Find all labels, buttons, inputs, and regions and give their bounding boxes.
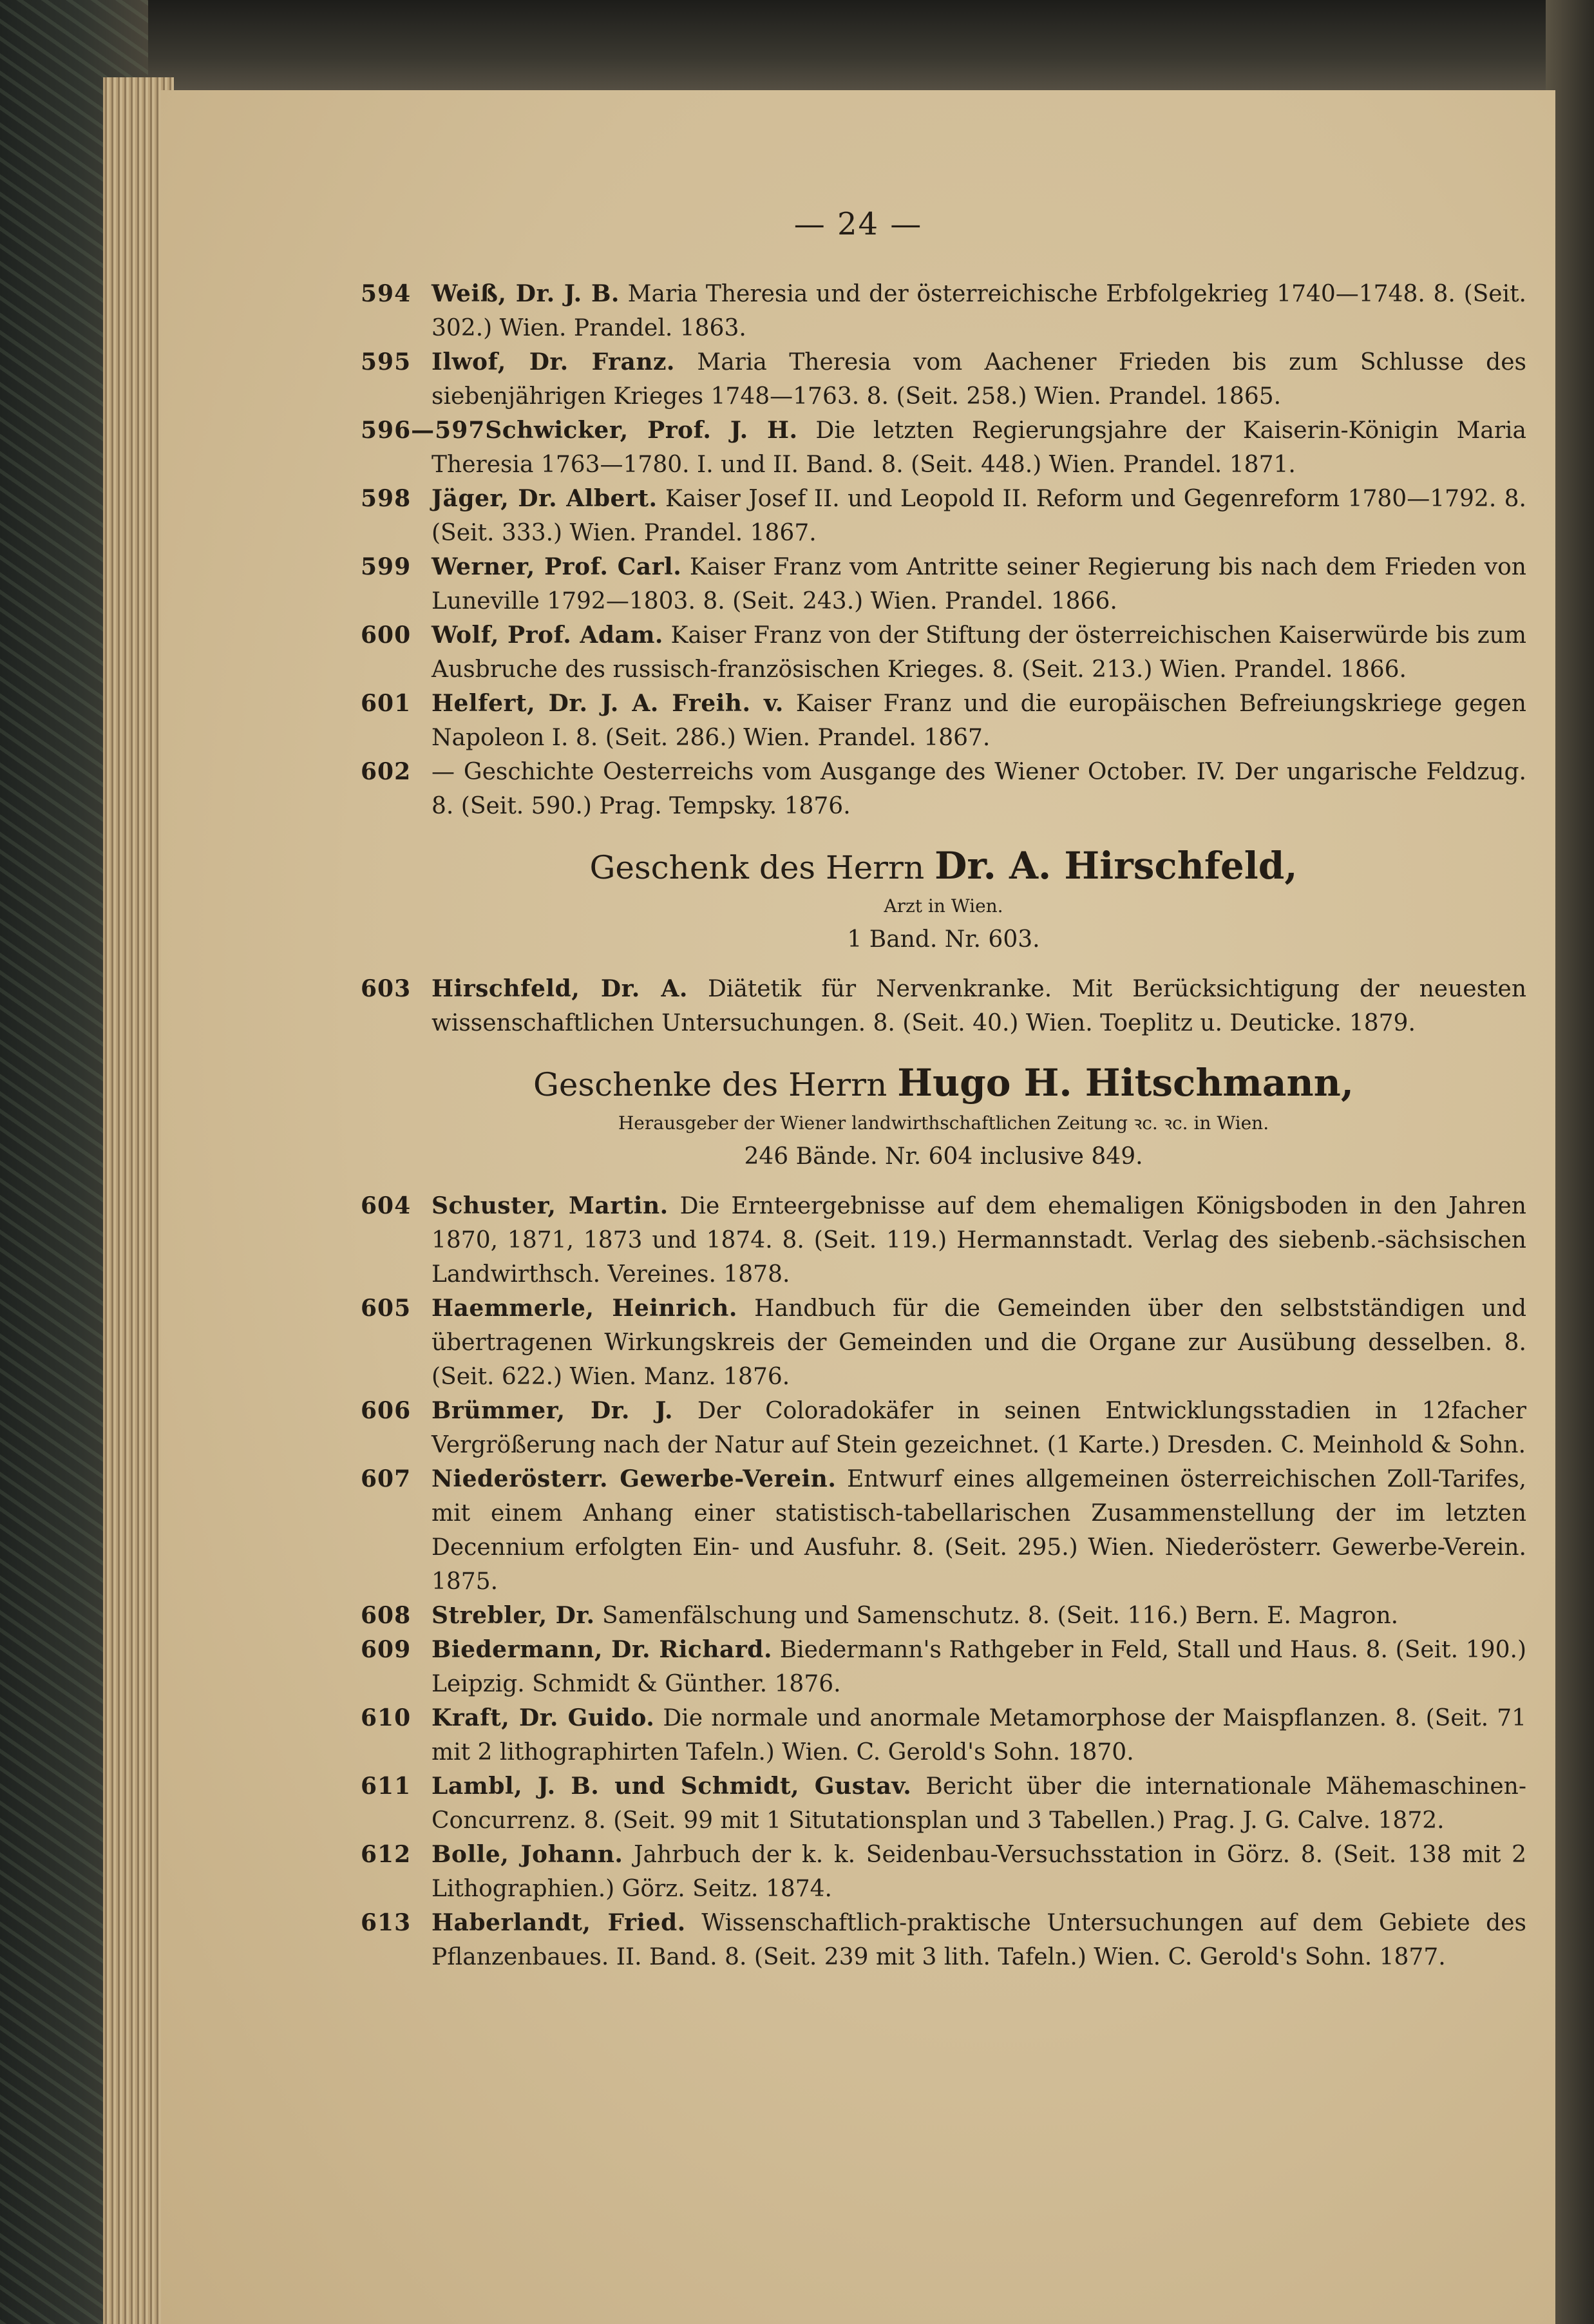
entry-author: Werner, Prof. Carl.: [432, 553, 682, 580]
entry-text: Kaiser Franz vom Antritte seiner Regierung bis nach dem Frieden von Luneville 1792—1803. 8. (Seit. 243.) Wien. Prandel. 1866.: [432, 554, 1526, 614]
catalog-entry: [361, 1394, 1526, 1462]
entry-author: Schwicker, Prof. J. H.: [485, 417, 798, 444]
entry-author: Bolle, Johann.: [432, 1841, 623, 1868]
entry-number: 604: [361, 1192, 412, 1219]
entry-text: Biedermann's Rathgeber in Feld, Stall und Haus. 8. (Seit. 190.) Leipzig. Schmidt & Günther. 1876.: [432, 1637, 1526, 1697]
page-content: [361, 277, 1526, 1974]
entry-text: Entwurf eines allgemeinen österreichischen Zoll-Tarifes, mit einem Anhang einer statistisch-tabellarischen Zusammenstellung der im letzten Decennium erfolgten Ein- und Ausfuhr. 8. (Seit. 295.) Wien. Niederösterr. Gewerbe-Verein. 1875.: [432, 1466, 1526, 1595]
entry-text: Kaiser Franz und die europäischen Befreiungskriege gegen Napoleon I. 8. (Seit. 286.) Wien. Prandel. 1867.: [432, 691, 1526, 751]
entry-number: 608: [361, 1602, 412, 1629]
catalog-entry: [361, 1599, 1526, 1633]
donor-name: Hugo H. Hitschmann,: [897, 1061, 1354, 1105]
entry-number: 610: [361, 1704, 412, 1731]
catalog-entry: [361, 1701, 1526, 1769]
entry-text: Die letzten Regierungsjahre der Kaiserin-Königin Maria Theresia 1763—1780. I. und II. Band. 8. (Seit. 448.) Wien. Prandel. 1871.: [432, 417, 1527, 478]
volume-count: 246 Bände. Nr. 604 inclusive 849.: [744, 1143, 1143, 1170]
entry-author: Haemmerle, Heinrich.: [432, 1295, 737, 1322]
entry-author: Jäger, Dr. Albert.: [432, 485, 658, 512]
entry-author: Ilwof, Dr. Franz.: [432, 348, 675, 376]
entry-number: 609: [361, 1636, 412, 1663]
catalog-entry: [361, 618, 1526, 687]
section-heading: [361, 841, 1526, 892]
donation-section-hirschfeld: [361, 841, 1526, 959]
entry-number: 605: [361, 1295, 412, 1322]
catalog-entry: [361, 1838, 1526, 1906]
catalog-entry: [361, 1291, 1526, 1394]
entry-number: 606: [361, 1397, 412, 1424]
catalog-entry: [361, 345, 1526, 414]
catalog-entry: [361, 972, 1526, 1040]
entry-text: Jahrbuch der k. k. Seidenbau-Versuchsstation in Görz. 8. (Seit. 138 mit 2 Lithographien.) Görz. Seitz. 1874.: [432, 1842, 1527, 1902]
entry-text: Kaiser Franz von der Stiftung der österreichischen Kaiserwürde bis zum Ausbruche des russisch-französischen Krieges. 8. (Seit. 213.) Wien. Prandel. 1866.: [432, 622, 1526, 683]
entry-author: Strebler, Dr.: [432, 1602, 595, 1629]
entry-text: Die Ernteergebnisse auf dem ehemaligen Königsboden in den Jahren 1870, 1871, 1873 und 1874. 8. (Seit. 119.) Hermannstadt. Verlag des siebenb.-sächsischen Landwirthsch. Vereines. 1878.: [432, 1193, 1526, 1288]
book-cover-top: [0, 0, 1594, 97]
entry-author: Brümmer, Dr. J.: [432, 1397, 674, 1424]
catalog-entry: [361, 1769, 1526, 1838]
entry-number: 612: [361, 1841, 412, 1868]
entry-list-agriculture: [361, 1189, 1526, 1974]
entry-number: 613: [361, 1909, 412, 1936]
catalog-entry: [361, 482, 1526, 550]
entry-author: Lambl, J. B. und Schmidt, Gustav.: [432, 1773, 912, 1800]
entry-number: 594: [361, 280, 412, 307]
donor-description: Herausgeber der Wiener landwirthschaftlichen Zeitung ꝛc. ꝛc. in Wien.: [618, 1112, 1269, 1134]
page-number: — 24 —: [793, 206, 923, 242]
catalog-entry: [361, 277, 1526, 345]
entry-number: 611: [361, 1773, 412, 1800]
entry-number: 599: [361, 553, 412, 580]
entry-text: Die normale und anormale Metamorphose der Maispflanzen. 8. (Seit. 71 mit 2 lithographirten Tafeln.) Wien. C. Gerold's Sohn. 1870.: [432, 1705, 1527, 1766]
entry-text: Der Coloradokäfer in seinen Entwicklungsstadien in 12facher Vergrößerung nach der Natur auf Stein gezeichnet. (1 Karte.) Dresden. C. Meinhold & Sohn.: [432, 1398, 1526, 1458]
entry-author: Niederösterr. Gewerbe-Verein.: [432, 1465, 837, 1492]
entry-author: Kraft, Dr. Guido.: [432, 1704, 655, 1731]
entry-number: 603: [361, 975, 412, 1002]
entry-author: Biedermann, Dr. Richard.: [432, 1636, 772, 1663]
entry-text: Handbuch für die Gemeinden über den selbstständigen und übertragenen Wirkungskreis der Gemeinden und die Organe zur Ausübung desselben. 8. (Seit. 622.) Wien. Manz. 1876.: [432, 1295, 1526, 1390]
section-heading: [361, 1058, 1526, 1109]
entry-text: Bericht über die internationale Mähemaschinen-Concurrenz. 8. (Seit. 99 mit 1 Situtationsplan und 3 Tabellen.) Prag. J. G. Calve. 1872.: [432, 1773, 1526, 1834]
entry-text: Diätetik für Nervenkranke. Mit Berücksichtigung der neuesten wissenschaftlichen Untersuchungen. 8. (Seit. 40.) Wien. Toeplitz u. Deuticke. 1879.: [432, 976, 1526, 1036]
catalog-entry: [361, 550, 1526, 618]
entry-text: — Geschichte Oesterreichs vom Ausgange des Wiener October. IV. Der ungarische Feldzug. 8. (Seit. 590.) Prag. Tempsky. 1876.: [432, 759, 1526, 819]
entry-number: 601: [361, 690, 412, 717]
donation-section-hitschmann: [361, 1058, 1526, 1176]
entry-number: 598: [361, 485, 412, 512]
entry-author: Hirschfeld, Dr. A.: [432, 975, 688, 1002]
entry-text: Samenfälschung und Samenschutz. 8. (Seit. 116.) Bern. E. Magron.: [602, 1603, 1399, 1629]
catalog-entry: [361, 755, 1526, 823]
catalog-entry: [361, 1189, 1526, 1291]
book-page: [161, 90, 1555, 2324]
entry-number: 607: [361, 1465, 412, 1492]
catalog-entry: [361, 1633, 1526, 1701]
section-heading-prefix: Geschenke des Herrn: [533, 1066, 887, 1103]
catalog-entry: [361, 414, 1526, 482]
donor-description: Arzt in Wien.: [884, 895, 1003, 917]
catalog-entry: [361, 1906, 1526, 1974]
volume-count: 1 Band. Nr. 603.: [847, 926, 1040, 953]
entry-list-history: [361, 277, 1526, 823]
entry-text: Maria Theresia und der österreichische Erbfolgekrieg 1740—1748. 8. (Seit. 302.) Wien. Prandel. 1863.: [432, 281, 1526, 341]
entry-author: Weiß, Dr. J. B.: [432, 280, 620, 307]
catalog-entry: [361, 687, 1526, 755]
entry-author: Helfert, Dr. J. A. Freih. v.: [432, 690, 784, 717]
donor-name: Dr. A. Hirschfeld,: [935, 844, 1298, 888]
entry-text: Wissenschaftlich-praktische Untersuchungen auf dem Gebiete des Pflanzenbaues. II. Band. 8. (Seit. 239 mit 3 lith. Tafeln.) Wien. C. Gerold's Sohn. 1877.: [432, 1910, 1526, 1970]
entry-text: Kaiser Josef II. und Leopold II. Reform und Gegenreform 1780—1792. 8. (Seit. 333.) Wien. Prandel. 1867.: [432, 486, 1527, 546]
entry-number: 602: [361, 758, 412, 785]
section-heading-prefix: Geschenk des Herrn: [589, 849, 925, 886]
entry-number: 596—597: [361, 417, 486, 444]
entry-author: Schuster, Martin.: [432, 1192, 669, 1219]
catalog-entry: [361, 1462, 1526, 1599]
entry-number: 595: [361, 348, 412, 376]
entry-text: Maria Theresia vom Aachener Frieden bis zum Schlusse des siebenjährigen Krieges 1748—1763. 8. (Seit. 258.) Wien. Prandel. 1865.: [432, 349, 1526, 410]
entry-number: 600: [361, 622, 412, 649]
entry-author: Haberlandt, Fried.: [432, 1909, 686, 1936]
entry-author: Wolf, Prof. Adam.: [432, 622, 663, 649]
